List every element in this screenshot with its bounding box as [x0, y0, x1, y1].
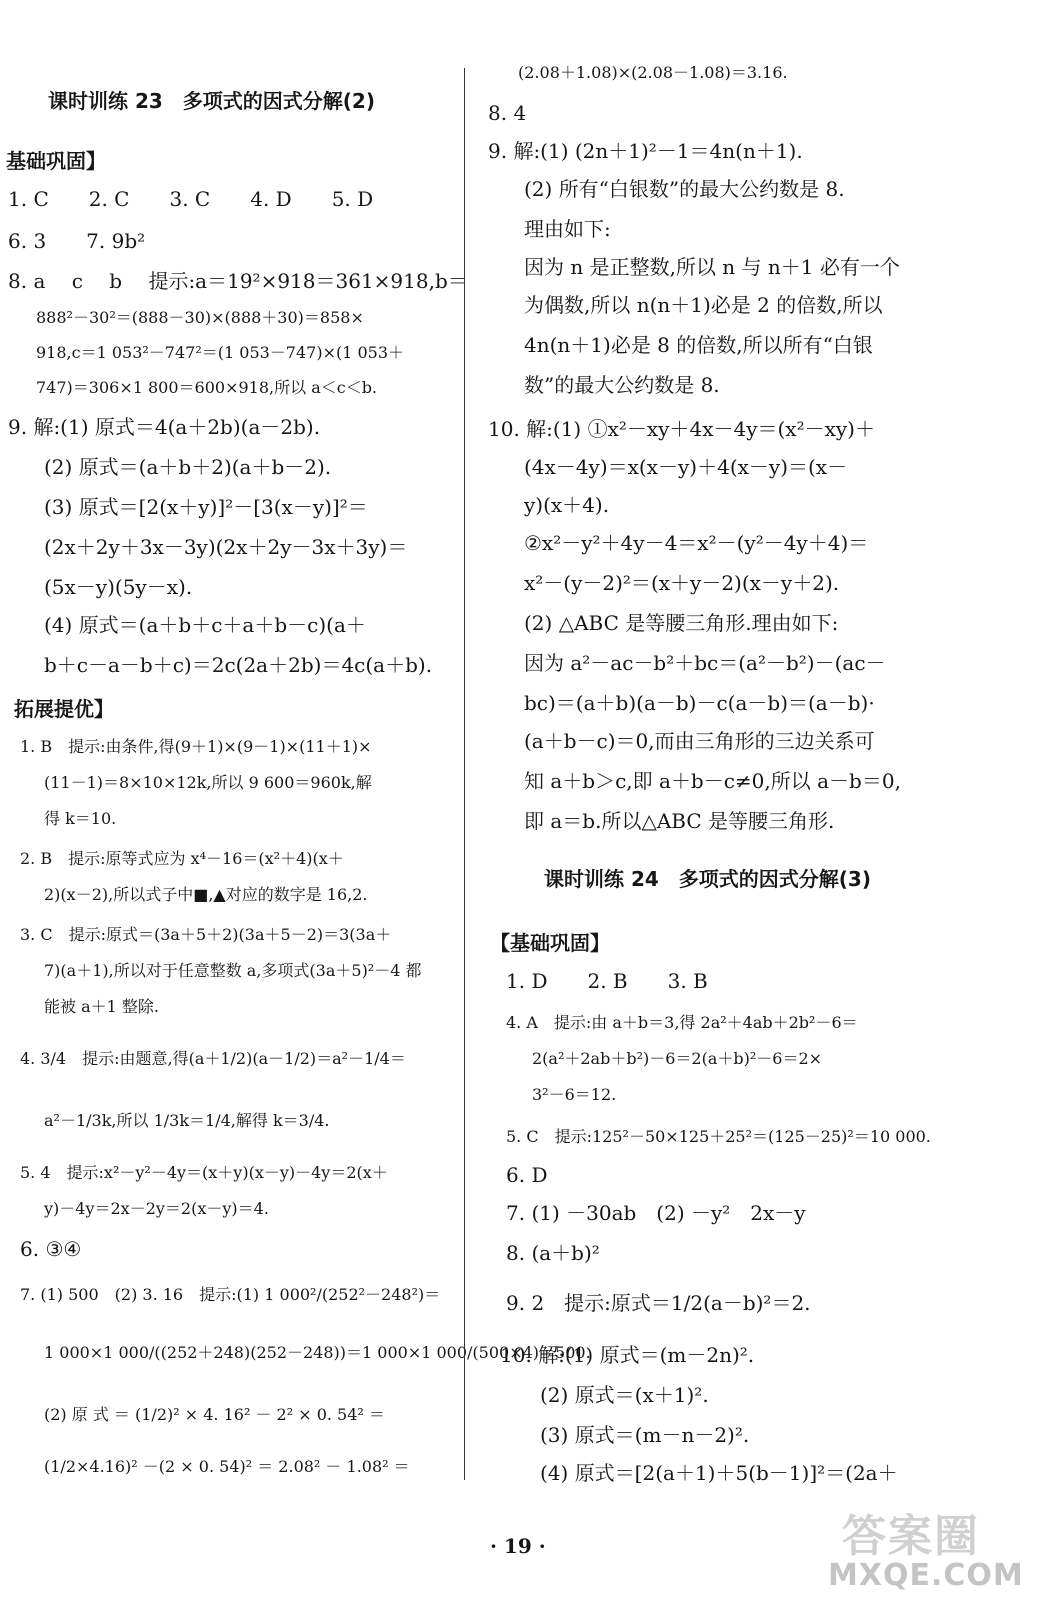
site-watermark — [820, 1500, 1030, 1596]
page-number: · 19 · — [490, 1534, 546, 1558]
answer-line: (2) 原 式 ＝ (1/2)² × 4. 16² － 2² × 0. 54² ＝ — [44, 1405, 385, 1424]
answer-line: 即 a＝b.所以△ABC 是等腰三角形. — [524, 809, 835, 833]
answer-line: 2. B 提示:原等式应为 x⁴－16＝(x²＋4)(x＋ — [20, 849, 344, 868]
watermark-logo-text: 答案圈 — [842, 1511, 980, 1562]
answer-line: 888²－30²＝(888－30)×(888＋30)＝858× — [36, 308, 364, 327]
section-ext-23: 拓展提优】 — [14, 697, 114, 721]
answer-line: (4) 原式＝(a＋b＋c＋a＋b－c)(a＋ — [44, 613, 366, 637]
answer-line: 4. 3/4 提示:由题意,得(a＋1/2)(a－1/2)＝a²－1/4＝ — [20, 1049, 406, 1068]
answer-line: 1. C 2. C 3. C 4. D 5. D — [8, 187, 374, 211]
answer-line: 6. ③④ — [20, 1237, 82, 1261]
right-column — [482, 0, 1012, 1500]
answer-line: (4x－4y)＝x(x－y)＋4(x－y)＝(x－ — [524, 455, 848, 479]
answer-line: 为偶数,所以 n(n＋1)必是 2 的倍数,所以 — [524, 293, 883, 317]
answer-line: (1/2×4.16)² －(2 × 0. 54)² ＝ 2.08² － 1.08² ＝ — [44, 1457, 410, 1476]
answer-line: x²－(y－2)²＝(x＋y－2)(x－y＋2). — [524, 571, 840, 595]
answer-line: 理由如下: — [524, 217, 611, 241]
answer-line: 1. B 提示:由条件,得(9＋1)×(9－1)×(11＋1)× — [20, 737, 372, 756]
answer-line: (2) 所有“白银数”的最大公约数是 8. — [524, 177, 845, 201]
answer-line: 7)(a＋1),所以对于任意整数 a,多项式(3a＋5)²－4 都 — [44, 961, 422, 980]
answer-line: 7. (1) －30ab (2) －y² 2x－y — [506, 1201, 806, 1225]
answer-line: 知 a＋b＞c,即 a＋b－c≠0,所以 a－b＝0, — [524, 769, 901, 793]
answer-line: 得 k＝10. — [44, 809, 117, 828]
answer-line: 9. 解:(1) 原式＝4(a＋2b)(a－2b). — [8, 415, 321, 439]
answer-line: (2) 原式＝(x＋1)². — [540, 1383, 709, 1407]
answer-line: (2) △ABC 是等腰三角形.理由如下: — [524, 611, 839, 635]
section-basic-24: 【基础巩固】 — [490, 931, 610, 955]
answer-line: (5x－y)(5y－x). — [44, 575, 193, 599]
answer-line: 2(a²＋2ab＋b²)－6＝2(a＋b)²－6＝2× — [532, 1049, 823, 1068]
answer-line: b＋c－a－b＋c)＝2c(2a＋2b)＝4c(a＋b). — [44, 653, 433, 677]
answer-line: (2x＋2y＋3x－3y)(2x＋2y－3x＋3y)＝ — [44, 535, 408, 559]
answer-line: 6. 3 7. 9b² — [8, 229, 146, 253]
answer-line: 7. (1) 500 (2) 3. 16 提示:(1) 1 000²/(252²－248²)＝ — [20, 1285, 441, 1304]
answer-line: 747)＝306×1 800＝600×918,所以 a＜c＜b. — [36, 378, 378, 397]
answer-line: 918,c＝1 053²－747²＝(1 053－747)×(1 053＋ — [36, 343, 405, 362]
answer-line: 3. C 提示:原式＝(3a＋5＋2)(3a＋5－2)＝3(3a＋ — [20, 925, 392, 944]
answer-line: 因为 n 是正整数,所以 n 与 n＋1 必有一个 — [524, 255, 900, 279]
answer-line: 数”的最大公约数是 8. — [524, 373, 720, 397]
answer-line: (a＋b－c)＝0,而由三角形的三边关系可 — [524, 729, 875, 753]
watermark-url: MXQE.COM — [828, 1558, 1024, 1593]
answer-line: (2) 原式＝(a＋b＋2)(a＋b－2). — [44, 455, 332, 479]
section-basic-23: 基础巩固】 — [6, 149, 106, 173]
answer-line: (2.08＋1.08)×(2.08－1.08)＝3.16. — [518, 63, 788, 82]
answer-line: 10. 解:(1) ①x²－xy＋4x－4y＝(x²－xy)＋ — [488, 417, 875, 441]
answer-line: 8. (a＋b)² — [506, 1241, 600, 1265]
answer-line: y)(x＋4). — [524, 493, 610, 517]
answer-line: 1. D 2. B 3. B — [506, 969, 708, 993]
answer-line: 9. 2 提示:原式＝1/2(a－b)²＝2. — [506, 1291, 811, 1315]
answer-line: (11－1)＝8×10×12k,所以 9 600＝960k,解 — [44, 773, 372, 792]
column-divider — [464, 68, 465, 1480]
answer-line: 10. 解:(1) 原式＝(m－2n)². — [500, 1343, 755, 1367]
lesson-24-title: 课时训练 24 多项式的因式分解(3) — [544, 867, 871, 891]
lesson-23-title: 课时训练 23 多项式的因式分解(2) — [48, 89, 375, 113]
answer-line: 能被 a＋1 整除. — [44, 997, 159, 1016]
answer-line: 6. D — [506, 1163, 548, 1187]
answer-line: bc)＝(a＋b)(a－b)－c(a－b)＝(a－b)· — [524, 691, 875, 715]
answer-line: 8. a c b 提示:a＝19²×918＝361×918,b＝ — [8, 269, 468, 293]
answer-line: 4. A 提示:由 a＋b＝3,得 2a²＋4ab＋2b²－6＝ — [506, 1013, 858, 1032]
answer-line: 5. C 提示:125²－50×125＋25²＝(125－25)²＝10 000. — [506, 1127, 931, 1146]
answer-line: 3²－6＝12. — [532, 1085, 617, 1104]
answer-line: 4n(n＋1)必是 8 的倍数,所以所有“白银 — [524, 333, 873, 357]
answer-line: y)－4y＝2x－2y＝2(x－y)＝4. — [44, 1199, 269, 1218]
answer-line: ②x²－y²＋4y－4＝x²－(y²－4y＋4)＝ — [524, 531, 869, 555]
answer-line: (4) 原式＝[2(a＋1)＋5(b－1)]²＝(2a＋ — [540, 1461, 898, 1485]
answer-line: 1 000×1 000/((252＋248)(252－248))＝1 000×1 000/(500×4)＝500. — [44, 1343, 591, 1362]
answer-line: a²－1/3k,所以 1/3k＝1/4,解得 k＝3/4. — [44, 1111, 330, 1130]
answer-line: 5. 4 提示:x²－y²－4y＝(x＋y)(x－y)－4y＝2(x＋ — [20, 1163, 388, 1182]
answer-line: 因为 a²－ac－b²＋bc＝(a²－b²)－(ac－ — [524, 651, 886, 675]
answer-line: (3) 原式＝[2(x＋y)]²－[3(x－y)]²＝ — [44, 495, 368, 519]
answer-line: (3) 原式＝(m－n－2)². — [540, 1423, 750, 1447]
answer-line: 8. 4 — [488, 101, 527, 125]
answer-line: 2)(x－2),所以式子中■,▲对应的数字是 16,2. — [44, 885, 368, 904]
answer-line: 9. 解:(1) (2n＋1)²－1＝4n(n＋1). — [488, 139, 803, 163]
